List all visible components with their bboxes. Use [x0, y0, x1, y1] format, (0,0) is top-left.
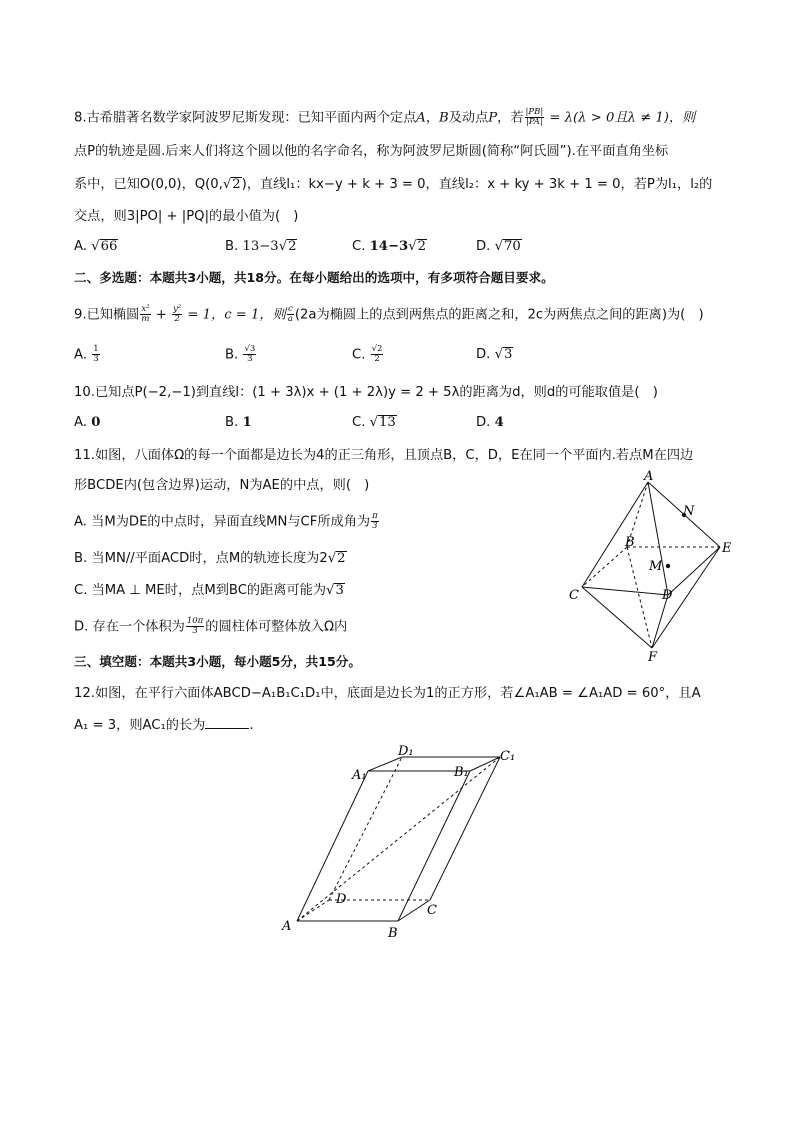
q11-line-2: 形BCDE内(包含边界)运动，N为AE的中点，则( ) [74, 478, 370, 493]
hex-label-B1: B₁ [454, 765, 469, 780]
q10-option-b: B. 1 [225, 415, 252, 430]
q10-stem: 10.已知点P(−2,−1)到直线l：(1 + 3λ)x + (1 + 2λ)y = 2 + 5λ的距离为d，则d的可能取值是( ) [74, 385, 658, 400]
q9-option-a: A. $\frac{1}{3}$ [74, 344, 99, 364]
hex-label-C1: C₁ [500, 749, 516, 764]
octa-label-B: B [625, 535, 635, 550]
octa-label-F: F [648, 650, 658, 665]
hex-label-B: B [388, 926, 398, 941]
q10-option-d: D. 4 [476, 415, 504, 430]
q11-option-c: C. 当MA ⊥ ME时，点M到BC的距离可能为√3 [74, 583, 344, 598]
hex-label-D: D [336, 892, 347, 907]
q8-line-2: 点P的轨迹是圆.后来人们将这个圆以他的名字命名，称为阿波罗尼斯圆(简称“阿氏圆”).在平面直角坐标 [74, 144, 669, 159]
q11-option-d: D. 存在一个体积为 $\frac{10\pi}{3}$ 的圆柱体可整体放入Ω内 [74, 616, 348, 636]
answer-blank[interactable] [205, 716, 249, 729]
q8-var-B: B [439, 110, 449, 126]
q8-fraction: $\frac{|PB|}{|PA|}$ [525, 107, 544, 127]
q8-condition: = λ(λ > 0且λ ≠ 1)，则 [545, 110, 696, 126]
q8-number: 8. [74, 110, 87, 126]
q8-option-c: C. 14−3√2 [352, 239, 426, 254]
q10-option-a: A. 0 [74, 415, 101, 430]
q9-option-d: D. √3 [476, 347, 513, 362]
q12-line-1: 12.如图，在平行六面体ABCD−A₁B₁C₁D₁中，底面是边长为1的正方形，若∠A₁AB = ∠A₁AD = 60°，且A [74, 686, 701, 701]
q8-var-P: P [488, 110, 498, 126]
q9-frac-y: $\frac{\text{y²}}{2}$ [172, 304, 182, 324]
q8-line-3: 系中，已知O(0,0)，Q(0,√2)，直线l₁：kx−y + k + 3 = 0，直线l₂：x + ky + 3k + 1 = 0，若P为l₁，l₂的 [74, 177, 713, 192]
octa-label-D: D [662, 588, 673, 603]
hex-label-D1: D₁ [398, 744, 414, 759]
q8-comma: ， [425, 110, 439, 126]
section-2-heading: 二、多选题：本题共3小题，共18分。在每小题给出的选项中，有多项符合题目要求。 [74, 270, 554, 285]
q10-option-c: C. √13 [352, 415, 396, 430]
q8-option-d: D. √70 [476, 239, 521, 254]
q9-option-b: B. $\frac{√3}{3}$ [225, 344, 256, 364]
q8-line3-a: 系中，已知O(0,0)，Q(0, [74, 177, 223, 192]
hex-label-A: A [282, 919, 292, 934]
q8-text-3: ，若 [497, 110, 524, 126]
q8-option-a: A. √66 [74, 239, 118, 254]
q9-frac-ca: $\frac{c}{a}$ [287, 304, 293, 324]
q11-line-1: 11.如图，八面体Ω的每一个面都是边长为4的正三角形，且顶点B，C，D，E在同一个平面内.若点M在四边 [74, 448, 694, 463]
q8-text: 古希腊著名数学家阿波罗尼斯发现：已知平面内两个定点 [86, 110, 417, 126]
q8-line3-b: )，直线l₁：kx−y + k + 3 = 0，直线l₂：x + ky + 3k + 1 = 0，若P为l₁，l₂的 [241, 177, 713, 192]
octa-label-N: N [683, 504, 695, 519]
q8-line-1 [74, 108, 695, 129]
q8-text-2: 及动点 [448, 110, 489, 126]
q9-frac-x: $\frac{\text{x²}}{m}$ [141, 304, 150, 324]
octa-label-M: M [649, 559, 663, 574]
q8-option-b: B. 13−3√2 [225, 239, 297, 254]
q12-line-2: A₁ = 3，则AC₁的长为 . [74, 718, 254, 733]
parallelepiped-figure [270, 735, 530, 950]
hex-label-A1: A₁ [352, 768, 367, 783]
q9-line-1: 9.已知椭圆 $\frac{\text{x²}}{m}$ + $\frac{\text{y²}}{2}$ = 1，c = 1，则 $\frac{c}{a}$ (2a为椭圆上的点到两焦点的距离之和，2c为两焦点之间的距离)为( ) [74, 304, 704, 324]
hex-label-C: C [427, 903, 437, 918]
q8-line-4: 交点，则3|PO| + |PQ|的最小值为( ) [74, 209, 299, 224]
q8-line3-root: 2 [232, 177, 241, 192]
q11-option-a: A. 当M为DE的中点时，异面直线MN与CF所成角为 $\frac{\pi}{3}$ [74, 511, 378, 531]
octa-label-A: A [644, 470, 654, 484]
q11-option-b: B. 当MN//平面ACD时，点M的轨迹长度为2√2 [74, 551, 346, 566]
q9-option-c: C. $\frac{√2}{2}$ [352, 344, 383, 364]
octa-label-C: C [569, 588, 579, 603]
octahedron-figure [560, 470, 740, 670]
section-3-heading: 三、填空题：本题共3小题，每小题5分，共15分。 [74, 654, 361, 669]
q8-var-A: A [416, 110, 426, 126]
octa-label-E: E [722, 541, 732, 556]
